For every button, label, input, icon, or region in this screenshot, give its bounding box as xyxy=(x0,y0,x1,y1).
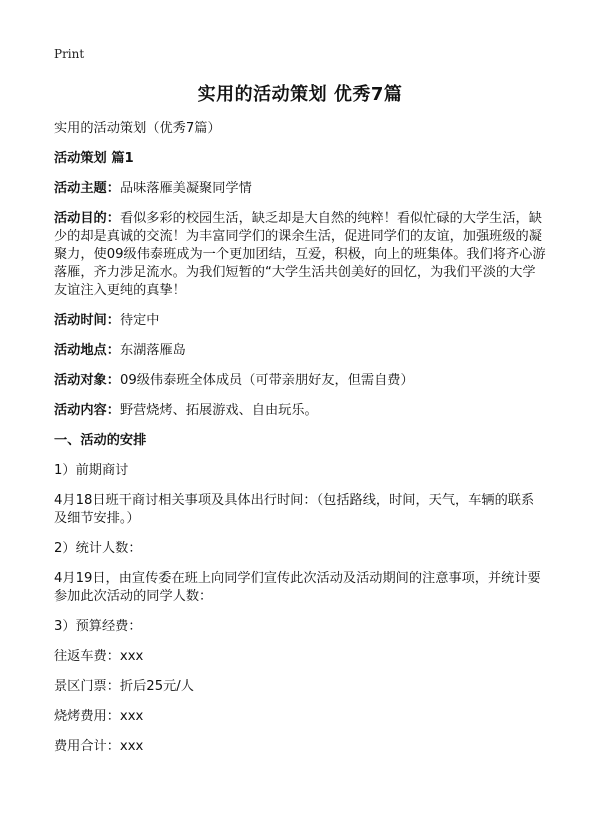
activity-place xyxy=(54,342,546,360)
document-subtitle: 实用的活动策划（优秀7篇） xyxy=(54,121,221,136)
activity-participants-value: 09级伟泰班全体成员（可带亲朋好友，但需自费） xyxy=(119,373,414,388)
step3-heading: 3）预算经费： xyxy=(54,619,142,634)
step1-heading: 1）前期商讨 xyxy=(54,463,129,478)
activity-participants-label: 活动对象： xyxy=(54,373,120,388)
budget-fare: 往返车费：xxx xyxy=(54,649,144,664)
step1-text: 4月18日班干商讨相关事项及具体出行时间：（包括路线，时间，天气，车辆的联系及细节安排。） xyxy=(54,493,535,526)
activity-contents-value: 野营烧烤、拓展游戏、自由玩乐。 xyxy=(119,403,318,418)
activity-contents xyxy=(54,402,546,420)
budget-bbq: 烧烤费用：xxx xyxy=(54,709,144,724)
activity-place-value: 东湖落雁岛 xyxy=(119,343,186,358)
activity-theme-label: 活动主题： xyxy=(54,181,120,196)
activity-purpose-label: 活动目的： xyxy=(54,211,120,226)
budget-total: 费用合计：xxx xyxy=(54,739,144,754)
activity-time xyxy=(54,312,546,330)
activity-place-label: 活动地点： xyxy=(54,343,120,358)
activity-time-label: 活动时间： xyxy=(54,313,120,328)
budget-ticket: 景区门票：折后25元/人 xyxy=(54,679,194,694)
document-title: 实用的活动策划 优秀7篇 xyxy=(197,84,403,105)
activity-participants xyxy=(54,372,546,390)
document-body xyxy=(54,120,546,768)
activity-purpose xyxy=(54,210,546,300)
print-link[interactable]: Print xyxy=(54,47,85,61)
activity-contents-label: 活动内容： xyxy=(54,403,120,418)
activity-theme xyxy=(54,180,546,198)
part-heading: 活动策划 篇1 xyxy=(54,151,134,166)
section-arrangement-heading: 一、活动的安排 xyxy=(54,433,147,448)
activity-purpose-value: 看似多彩的校园生活，缺乏却是大自然的纯粹！看似忙碌的大学生活，缺少的却是真诚的交流！为丰富同学们的课余生活，促进同学们的友谊，加强班级的凝聚力，使09级伟泰班成为一个更加团结，互爱，积极，向上的班集体。我们将齐心游落雁，齐力涉足流水。为我们短暂的“大学生活共创美好的回忆，为我们平淡的大学友谊注入更纯的真挚！ xyxy=(54,211,546,298)
activity-time-value: 待定中 xyxy=(119,313,160,328)
activity-theme-value: 品味落雁美凝聚同学情 xyxy=(119,181,252,196)
step2-text: 4月19日，由宣传委在班上向同学们宣传此次活动及活动期间的注意事项，并统计要参加此次活动的同学人数： xyxy=(54,571,541,604)
step2-heading: 2）统计人数： xyxy=(54,541,142,556)
